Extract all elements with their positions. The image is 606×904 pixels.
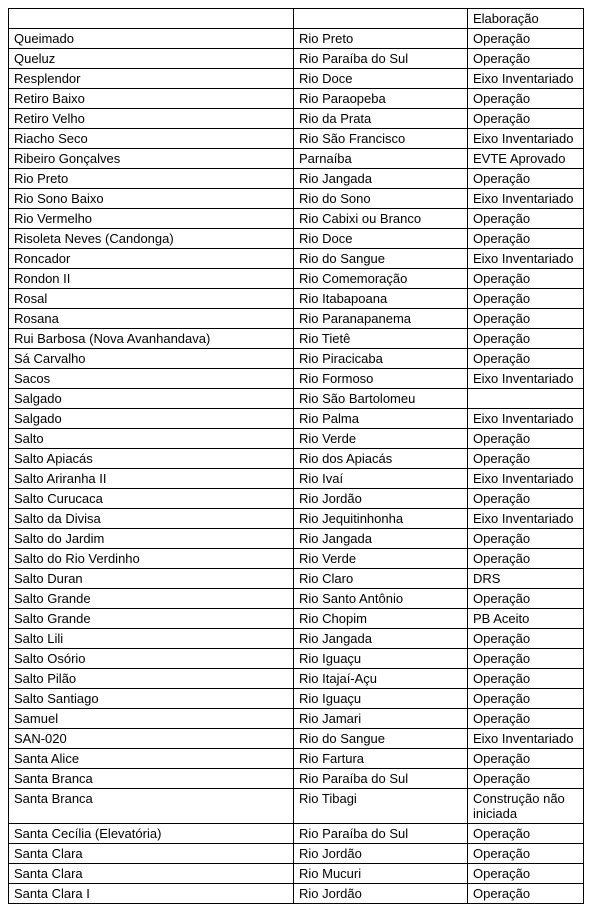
- table-row: [9, 609, 584, 629]
- table-row: [9, 569, 584, 589]
- cell-river-name: Rio Palma: [294, 409, 468, 429]
- table-row: [9, 769, 584, 789]
- table-row: [9, 369, 584, 389]
- table-row: [9, 69, 584, 89]
- cell-status: Operação: [468, 629, 584, 649]
- cell-river-name: Rio São Bartolomeu: [294, 389, 468, 409]
- cell-plant-name: Sacos: [9, 369, 294, 389]
- cell-plant-name: Salto Osório: [9, 649, 294, 669]
- cell-plant-name: Rosana: [9, 309, 294, 329]
- cell-status: Operação: [468, 669, 584, 689]
- cell-status: [468, 389, 584, 409]
- table-row: [9, 509, 584, 529]
- cell-plant-name: Salto da Divisa: [9, 509, 294, 529]
- cell-river-name: Rio Itajaí-Açu: [294, 669, 468, 689]
- cell-river-name: Rio São Francisco: [294, 129, 468, 149]
- table-row: [9, 864, 584, 884]
- cell-status: Operação: [468, 884, 584, 904]
- table-row: [9, 249, 584, 269]
- cell-status: Operação: [468, 749, 584, 769]
- cell-river-name: Rio Jangada: [294, 529, 468, 549]
- table-row: [9, 709, 584, 729]
- cell-status: Operação: [468, 824, 584, 844]
- table-row: [9, 589, 584, 609]
- table-row: [9, 429, 584, 449]
- table-row: [9, 129, 584, 149]
- cell-river-name: Rio Tibagi: [294, 789, 468, 824]
- cell-plant-name: Salto Lili: [9, 629, 294, 649]
- table-row: [9, 824, 584, 844]
- cell-status: Eixo Inventariado: [468, 509, 584, 529]
- cell-status: Construção não iniciada: [468, 789, 584, 824]
- table-row: [9, 689, 584, 709]
- cell-river-name: Rio Jamari: [294, 709, 468, 729]
- cell-river-name: Rio Comemoração: [294, 269, 468, 289]
- cell-river-name: Rio Iguaçu: [294, 689, 468, 709]
- table-row: [9, 884, 584, 904]
- cell-status: Eixo Inventariado: [468, 129, 584, 149]
- cell-plant-name: Rosal: [9, 289, 294, 309]
- table-row: [9, 149, 584, 169]
- cell-river-name: Parnaíba: [294, 149, 468, 169]
- table-row: [9, 649, 584, 669]
- table-row: [9, 49, 584, 69]
- cell-status: Operação: [468, 549, 584, 569]
- cell-plant-name: Risoleta Neves (Candonga): [9, 229, 294, 249]
- cell-plant-name: Resplendor: [9, 69, 294, 89]
- table-row: [9, 169, 584, 189]
- cell-plant-name: Santa Clara: [9, 864, 294, 884]
- cell-river-name: Rio Santo Antônio: [294, 589, 468, 609]
- cell-river-name: Rio do Sono: [294, 189, 468, 209]
- cell-river-name: Rio Jordão: [294, 844, 468, 864]
- cell-river-name: Rio Jangada: [294, 169, 468, 189]
- cell-status: Operação: [468, 309, 584, 329]
- cell-status: DRS: [468, 569, 584, 589]
- cell-status: Operação: [468, 864, 584, 884]
- table-row: [9, 529, 584, 549]
- cell-plant-name: Salto do Jardim: [9, 529, 294, 549]
- table-row: [9, 349, 584, 369]
- cell-plant-name: Queimado: [9, 29, 294, 49]
- cell-river-name: Rio do Sangue: [294, 729, 468, 749]
- table-row: [9, 844, 584, 864]
- cell-status: Eixo Inventariado: [468, 409, 584, 429]
- table-row: [9, 389, 584, 409]
- cell-river-name: Rio Jangada: [294, 629, 468, 649]
- cell-river-name: Rio Paraíba do Sul: [294, 49, 468, 69]
- cell-status: EVTE Aprovado: [468, 149, 584, 169]
- cell-river-name: Rio Fartura: [294, 749, 468, 769]
- cell-river-name: Rio Jordão: [294, 489, 468, 509]
- cell-plant-name: Santa Clara: [9, 844, 294, 864]
- cell-status: Operação: [468, 649, 584, 669]
- cell-river-name: Rio Paraíba do Sul: [294, 769, 468, 789]
- table-row: [9, 749, 584, 769]
- cell-status: Operação: [468, 169, 584, 189]
- table-row: [9, 549, 584, 569]
- table-row: [9, 229, 584, 249]
- cell-river-name: Rio Paranapanema: [294, 309, 468, 329]
- table-row: [9, 109, 584, 129]
- table-row: [9, 629, 584, 649]
- cell-plant-name: Rio Sono Baixo: [9, 189, 294, 209]
- table-row: [9, 329, 584, 349]
- cell-status: Operação: [468, 229, 584, 249]
- cell-plant-name: Roncador: [9, 249, 294, 269]
- cell-river-name: Rio Paraíba do Sul: [294, 824, 468, 844]
- cell-plant-name: Salto Santiago: [9, 689, 294, 709]
- cell-status: Operação: [468, 589, 584, 609]
- cell-river-name: Rio Verde: [294, 429, 468, 449]
- cell-river-name: Rio Piracicaba: [294, 349, 468, 369]
- cell-plant-name: SAN-020: [9, 729, 294, 749]
- cell-plant-name: Santa Alice: [9, 749, 294, 769]
- cell-status: Operação: [468, 489, 584, 509]
- cell-status: Operação: [468, 769, 584, 789]
- cell-river-name: Rio Jordão: [294, 884, 468, 904]
- cell-plant-name: Riacho Seco: [9, 129, 294, 149]
- cell-plant-name: Santa Clara I: [9, 884, 294, 904]
- cell-river-name: [294, 9, 468, 29]
- cell-status: PB Aceito: [468, 609, 584, 629]
- table-row: [9, 269, 584, 289]
- table-row: [9, 189, 584, 209]
- cell-status: Operação: [468, 529, 584, 549]
- cell-status: Operação: [468, 429, 584, 449]
- cell-status: Operação: [468, 269, 584, 289]
- cell-river-name: Rio Doce: [294, 229, 468, 249]
- cell-status: Operação: [468, 109, 584, 129]
- cell-status: Elaboração: [468, 9, 584, 29]
- cell-river-name: Rio dos Apiacás: [294, 449, 468, 469]
- cell-status: Operação: [468, 289, 584, 309]
- table-row: [9, 489, 584, 509]
- cell-status: Operação: [468, 449, 584, 469]
- cell-river-name: Rio Paraopeba: [294, 89, 468, 109]
- cell-status: Operação: [468, 209, 584, 229]
- cell-status: Eixo Inventariado: [468, 249, 584, 269]
- cell-status: Operação: [468, 329, 584, 349]
- cell-status: Operação: [468, 49, 584, 69]
- cell-status: Operação: [468, 89, 584, 109]
- cell-plant-name: Sá Carvalho: [9, 349, 294, 369]
- cell-plant-name: Santa Branca: [9, 769, 294, 789]
- cell-river-name: Rio Chopim: [294, 609, 468, 629]
- table-row: [9, 449, 584, 469]
- cell-plant-name: Rui Barbosa (Nova Avanhandava): [9, 329, 294, 349]
- cell-river-name: Rio da Prata: [294, 109, 468, 129]
- document-table: [8, 8, 584, 904]
- cell-plant-name: Samuel: [9, 709, 294, 729]
- table-row: [9, 729, 584, 749]
- cell-status: Eixo Inventariado: [468, 189, 584, 209]
- table-row: [9, 669, 584, 689]
- cell-status: Operação: [468, 29, 584, 49]
- table-row: [9, 29, 584, 49]
- cell-plant-name: Salto: [9, 429, 294, 449]
- table-row: [9, 309, 584, 329]
- cell-status: Operação: [468, 709, 584, 729]
- cell-plant-name: Retiro Baixo: [9, 89, 294, 109]
- cell-plant-name: Salto Pilão: [9, 669, 294, 689]
- table-row: [9, 9, 584, 29]
- table-body: [9, 9, 584, 904]
- cell-plant-name: Salto Apiacás: [9, 449, 294, 469]
- cell-plant-name: Queluz: [9, 49, 294, 69]
- cell-status: Operação: [468, 689, 584, 709]
- cell-plant-name: Santa Branca: [9, 789, 294, 824]
- cell-plant-name: Ribeiro Gonçalves: [9, 149, 294, 169]
- cell-river-name: Rio Preto: [294, 29, 468, 49]
- cell-status: Operação: [468, 349, 584, 369]
- cell-plant-name: [9, 9, 294, 29]
- cell-plant-name: Rio Preto: [9, 169, 294, 189]
- cell-river-name: Rio Iguaçu: [294, 649, 468, 669]
- cell-plant-name: Salgado: [9, 389, 294, 409]
- cell-plant-name: Retiro Velho: [9, 109, 294, 129]
- cell-plant-name: Salto Ariranha II: [9, 469, 294, 489]
- cell-status: Eixo Inventariado: [468, 469, 584, 489]
- cell-plant-name: Salgado: [9, 409, 294, 429]
- cell-plant-name: Salto Curucaca: [9, 489, 294, 509]
- table-row: [9, 409, 584, 429]
- cell-river-name: Rio Claro: [294, 569, 468, 589]
- cell-plant-name: Salto Grande: [9, 609, 294, 629]
- cell-status: Eixo Inventariado: [468, 69, 584, 89]
- cell-river-name: Rio Ivaí: [294, 469, 468, 489]
- cell-plant-name: Salto Duran: [9, 569, 294, 589]
- cell-status: Eixo Inventariado: [468, 369, 584, 389]
- cell-river-name: Rio Mucuri: [294, 864, 468, 884]
- cell-river-name: Rio do Sangue: [294, 249, 468, 269]
- cell-river-name: Rio Jequitinhonha: [294, 509, 468, 529]
- table-row: [9, 789, 584, 824]
- table-row: [9, 469, 584, 489]
- cell-river-name: Rio Doce: [294, 69, 468, 89]
- cell-status: Eixo Inventariado: [468, 729, 584, 749]
- cell-river-name: Rio Itabapoana: [294, 289, 468, 309]
- cell-plant-name: Salto Grande: [9, 589, 294, 609]
- cell-plant-name: Rio Vermelho: [9, 209, 294, 229]
- table-row: [9, 89, 584, 109]
- cell-river-name: Rio Formoso: [294, 369, 468, 389]
- cell-plant-name: Salto do Rio Verdinho: [9, 549, 294, 569]
- table-row: [9, 289, 584, 309]
- cell-river-name: Rio Verde: [294, 549, 468, 569]
- cell-plant-name: Santa Cecília (Elevatória): [9, 824, 294, 844]
- cell-plant-name: Rondon II: [9, 269, 294, 289]
- cell-river-name: Rio Cabixi ou Branco: [294, 209, 468, 229]
- table-row: [9, 209, 584, 229]
- cell-status: Operação: [468, 844, 584, 864]
- cell-river-name: Rio Tietê: [294, 329, 468, 349]
